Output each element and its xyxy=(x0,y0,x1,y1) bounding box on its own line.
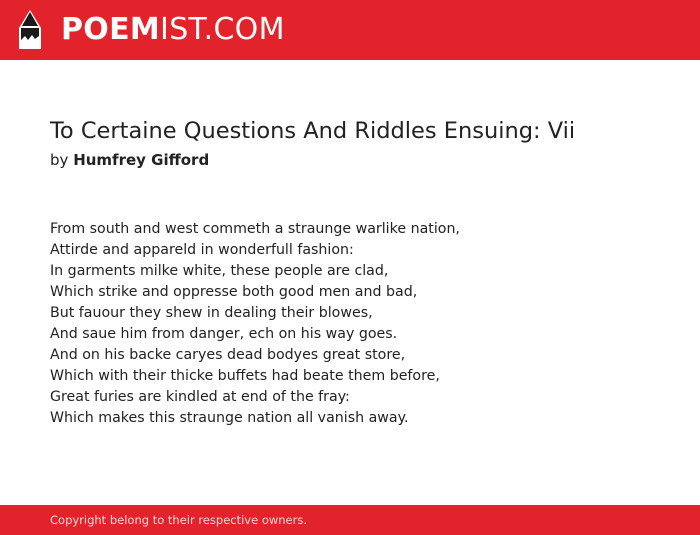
poem-line: In garments milke white, these people are clad, xyxy=(50,263,389,279)
poem-body xyxy=(50,219,650,429)
poem-line: From south and west commeth a straunge warlike nation, xyxy=(50,221,460,237)
site-logo xyxy=(61,12,285,48)
by-label: by xyxy=(50,151,69,169)
poem-title: To Certaine Questions And Riddles Ensuing: Vii xyxy=(50,118,576,144)
poem-line: Which with their thicke buffets had beate them before, xyxy=(50,368,440,384)
poem-line: Attirde and appareld in wonderfull fashion: xyxy=(50,242,354,258)
copyright-text: Copyright belong to their respective owners. xyxy=(50,513,308,527)
poem-line: But fauour they shew in dealing their blowes, xyxy=(50,305,373,321)
site-header xyxy=(0,0,700,60)
site-footer xyxy=(0,505,700,535)
logo-text-bold: POEM xyxy=(61,12,161,47)
poem-line: Great furies are kindled at end of the fray: xyxy=(50,389,350,405)
poem-line: Which makes this straunge nation all vanish away. xyxy=(50,410,409,426)
logo-text-rest: IST.COM xyxy=(160,12,285,47)
poem-line: And saue him from danger, ech on his way goes. xyxy=(50,326,398,342)
pencil-logo-icon xyxy=(17,9,43,51)
poem-line: Which strike and oppresse both good men and bad, xyxy=(50,284,418,300)
poem-byline xyxy=(50,150,209,170)
poem-line: And on his backe caryes dead bodyes great store, xyxy=(50,347,406,363)
author-name: Humfrey Gifford xyxy=(73,151,210,169)
